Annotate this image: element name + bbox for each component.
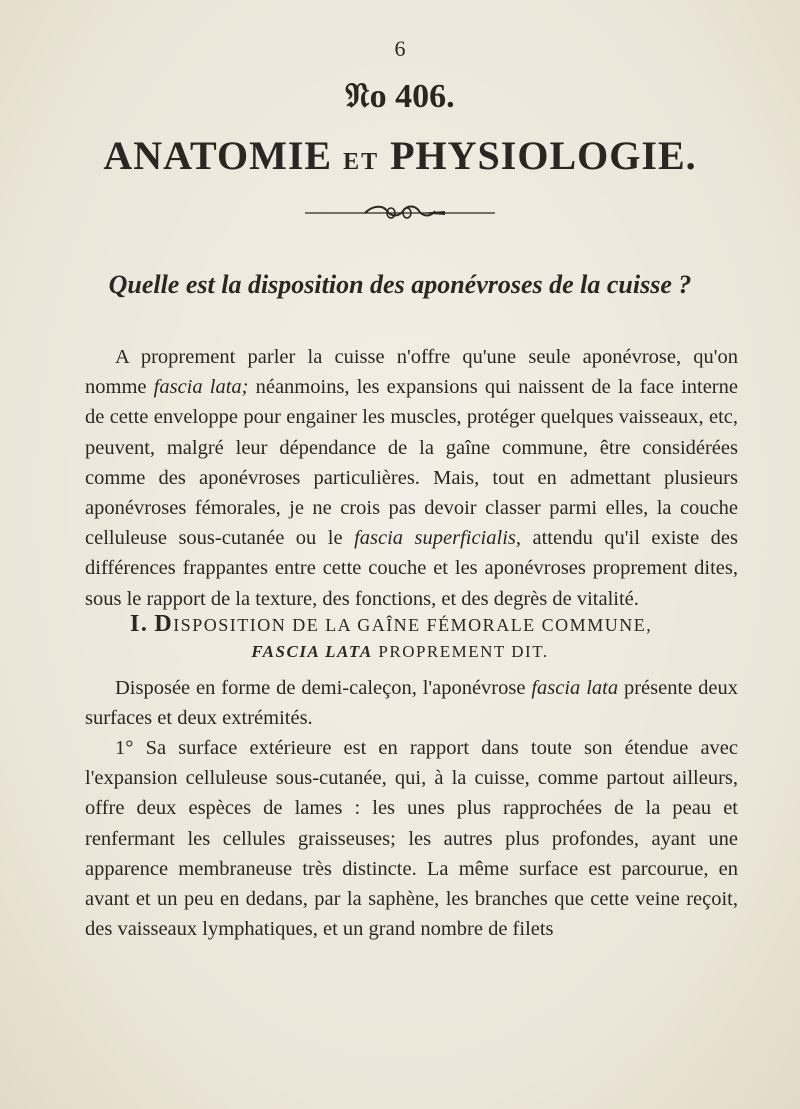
- question-heading: Quelle est la disposition des aponévroses de la cuisse ?: [108, 270, 692, 299]
- section-title: [0, 132, 800, 179]
- title-part1: ANATOMIE: [103, 133, 333, 178]
- section-sub-text: PROPREMENT DIT.: [372, 642, 549, 661]
- section-heading-text: ISPOSITION DE LA GAÎNE FÉMORALE COMMUNE,: [173, 615, 653, 635]
- section-dropcap: D: [154, 611, 174, 637]
- title-conjunction: ET: [343, 149, 380, 175]
- ornament-divider: [305, 200, 495, 224]
- issue-number: 𝔑o 406.: [345, 78, 455, 115]
- p2-text-1: Disposée en forme de demi-caleçon, l'aponévrose: [115, 677, 532, 699]
- section-heading: [130, 611, 690, 638]
- p1-text-2: néanmoins, les expansions qui naissent de la face interne de cette enveloppe pour engainer les muscles, protéger quelques vaisseaux, etc, peuvent, malgré leur dépendance de la gaîne commune, être considérées comme des aponévroses particulières. Mais, tout en admettant plusieurs aponévroses fémorales, je ne crois pas devoir classer parmi elles, la couche celluleuse sous-cutanée ou le: [85, 376, 738, 550]
- section-subheading: [0, 642, 800, 662]
- p1-italic-fascia-lata: fascia lata;: [153, 376, 249, 399]
- title-part2: PHYSIOLOGIE.: [390, 133, 697, 178]
- p1-text-1: A proprement parler la cuisse n'offre qu'une seule aponévrose, qu'on nomme: [85, 346, 738, 399]
- page-number: 6: [394, 36, 406, 61]
- section-sub-italic: FASCIA LATA: [251, 642, 373, 661]
- paragraph-surface-exterieure: 1° Sa surface extérieure est en rapport dans toute son étendue avec l'expansion celluleuse sous-cutanée, qui, à la cuisse, comme partout ailleurs, offre deux espèces de lames : les unes plus rapprochées de la peau et renfermant les cellules graisseuses; les autres plus profondes, ayant une apparence membraneuse très distincte. La même surface est parcourue, en avant et un peu en dedans, par la saphène, les branches que cette veine reçoit, des vaisseaux lymphatiques, et un grand nombre de filets: [85, 737, 738, 941]
- p1-italic-fascia-superficialis: fascia superficialis,: [354, 527, 521, 550]
- section-roman: I.: [130, 611, 149, 637]
- p2-text-2: présente deux surfaces et deux extrémités.: [85, 677, 738, 730]
- p1-text-3: attendu qu'il existe des différences frappantes entre cette couche et les aponévroses proprement dites, sous le rapport de la texture, des fonctions, et des degrès de vitalité.: [85, 527, 738, 610]
- p2-italic-fascia-lata: fascia lata: [531, 677, 619, 699]
- paragraph-disposition: [85, 673, 738, 733]
- paragraph-intro: [85, 342, 738, 614]
